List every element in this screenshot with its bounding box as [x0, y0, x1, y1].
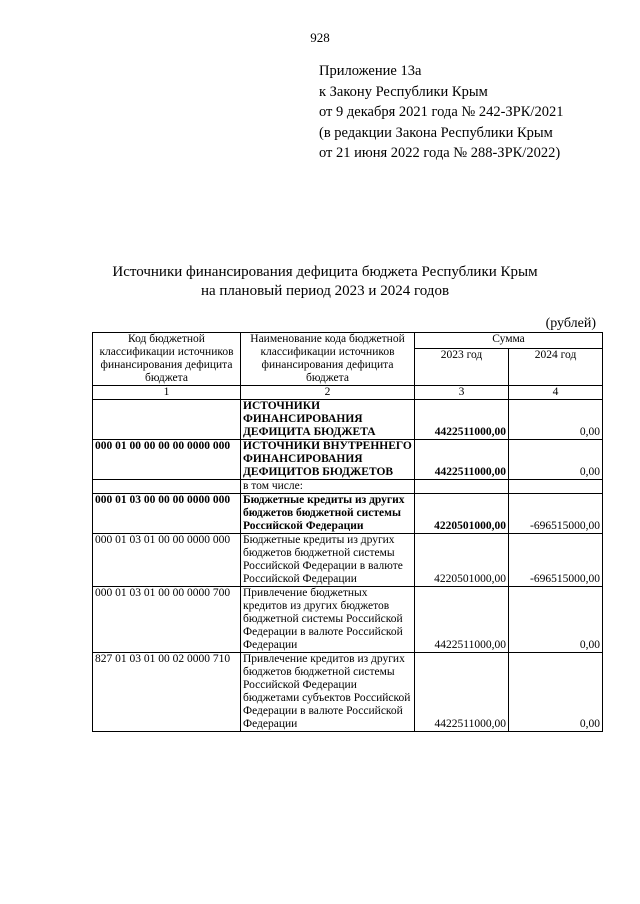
page-number: 928 [310, 30, 330, 45]
row-value-2023: 4422511000,00 [415, 440, 509, 480]
table-row [93, 653, 603, 732]
table-row [93, 400, 603, 440]
table-row [93, 494, 603, 534]
row-code: 000 01 03 00 00 00 0000 000 [93, 494, 241, 534]
title-line: на плановый период 2023 и 2024 годов [200, 283, 450, 299]
row-value-2024: 0,00 [509, 440, 603, 480]
table-row [93, 480, 603, 494]
col-number: 2 [241, 386, 415, 400]
row-code: 000 01 03 01 00 00 0000 700 [93, 587, 241, 653]
row-name: Бюджетные кредиты из других бюджетов бюджетной системы Российской Федерации [241, 494, 415, 534]
row-value-2023: 4220501000,00 [415, 494, 509, 534]
header-sum: Сумма [415, 333, 603, 349]
row-code [93, 400, 241, 440]
row-value-2024: -696515000,00 [509, 494, 603, 534]
appendix-line: к Закону Республики Крым [319, 83, 488, 100]
row-name: Привлечение бюджетных кредитов из других бюджетов бюджетной системы Российской Федерации в валюте Российской Федерации [241, 587, 415, 653]
row-name: ИСТОЧНИКИ ВНУТРЕННЕГО ФИНАНСИРОВАНИЯ ДЕФИЦИТОВ БЮДЖЕТОВ [241, 440, 415, 480]
header-code: Код бюджетной классификации источников финансирования дефицита бюджета [93, 333, 241, 386]
appendix-line: от 21 июня 2022 года № 288-ЗРК/2022) [319, 145, 561, 161]
row-value-2023: 4422511000,00 [415, 400, 509, 440]
row-code: 827 01 03 01 00 02 0000 710 [93, 653, 241, 732]
budget-table [92, 332, 603, 732]
col-number: 3 [415, 386, 509, 400]
row-value-2023: 4220501000,00 [415, 534, 509, 587]
header-year-2023: 2023 год [415, 349, 509, 386]
appendix-header [319, 61, 563, 164]
appendix-line: (в редакции Закона Республики Крым [319, 124, 553, 141]
row-value-2024: 0,00 [509, 400, 603, 440]
units-label: (рублей) [545, 316, 596, 331]
document-title [60, 263, 590, 301]
col-number: 4 [509, 386, 603, 400]
row-value-2024 [509, 480, 603, 494]
table-row [93, 440, 603, 480]
col-number: 1 [93, 386, 241, 400]
header-year-2024: 2024 год [509, 349, 603, 386]
appendix-line: Приложение 13а [319, 63, 422, 79]
row-name: ИСТОЧНИКИ ФИНАНСИРОВАНИЯ ДЕФИЦИТА БЮДЖЕТА [241, 400, 415, 440]
row-name: Привлечение кредитов из других бюджетов бюджетной системы Российской Федерации бюджетами субъектов Российской Федерации в валюте Российской Федерации [241, 653, 415, 732]
table-row [93, 587, 603, 653]
row-value-2023: 4422511000,00 [415, 653, 509, 732]
header-name: Наименование кода бюджетной классификации источников финансирования дефицита бюджета [241, 333, 415, 386]
table-row [93, 534, 603, 587]
row-value-2023 [415, 480, 509, 494]
row-value-2024: -696515000,00 [509, 534, 603, 587]
row-code: 000 01 03 01 00 00 0000 000 [93, 534, 241, 587]
row-name: в том числе: [241, 480, 415, 494]
row-value-2024: 0,00 [509, 653, 603, 732]
row-value-2023: 4422511000,00 [415, 587, 509, 653]
row-code [93, 480, 241, 494]
title-line: Источники финансирования дефицита бюджета Республики Крым [112, 264, 538, 280]
row-value-2024: 0,00 [509, 587, 603, 653]
appendix-line: от 9 декабря 2021 года № 242-ЗРК/2021 [319, 104, 564, 120]
row-name: Бюджетные кредиты из других бюджетов бюджетной системы Российской Федерации в валюте Российской Федерации [241, 534, 415, 587]
row-code: 000 01 00 00 00 00 0000 000 [93, 440, 241, 480]
